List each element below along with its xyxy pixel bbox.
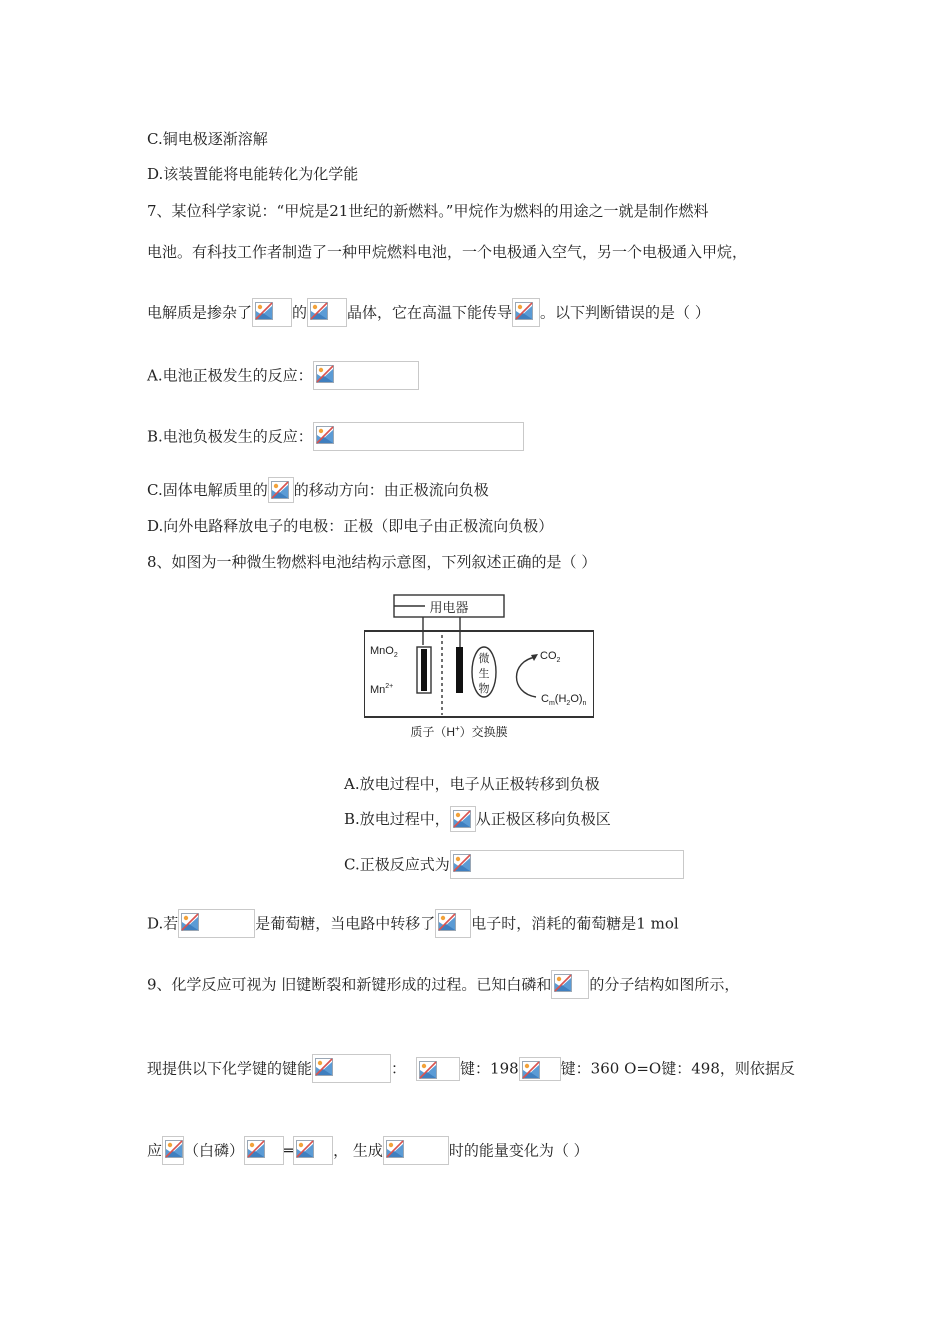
microbe-char-1: 微 [478,653,490,665]
formula-image [244,1136,284,1165]
formula-image [383,1136,449,1165]
broken-image-icon [453,810,471,828]
microbial-fuel-cell-diagram [364,589,594,744]
formula-image [293,1136,333,1165]
question-7-line-2: 电池。有科技工作者制造了一种甲烷燃料电池，一个电极通入空气，另一个电极通入甲烷， [147,243,748,261]
question-7-line-1: 7、某位科学家说：“甲烷是21世纪的新燃料。”甲烷作为燃料的用途之一就是制作燃料 [147,202,709,220]
question-8-stem: 8、如图为一种微生物燃料电池结构示意图，下列叙述正确的是（ ） [147,553,597,571]
broken-image-icon [296,1140,314,1158]
broken-image-icon [165,1140,183,1158]
broken-image-icon [247,1140,265,1158]
formula-image [178,909,255,938]
co2-label: $CO_2$ [540,650,561,664]
formula-image [450,850,684,879]
question-7-option-d: D.向外电路释放电子的电极：正极（即电子由正极流向负极） [147,517,554,535]
microbe-char-2: 生 [478,668,490,680]
formula-image [252,298,292,327]
mn2-label: $Mn^{2+}$ [370,683,394,696]
negative-electrode [456,647,463,693]
formula-image [416,1057,460,1081]
broken-image-icon [271,481,289,499]
broken-image-icon [255,302,273,320]
broken-image-icon [453,854,471,872]
option-c-line: C.铜电极逐渐溶解 [147,130,268,148]
device-label: 用电器 [429,600,469,615]
formula-image [307,298,347,327]
formula-image [162,1136,184,1165]
question-7-line-3: 电解质是掺杂了 的 晶体，它在高温下能传导 。以下判断错误的是（ ） [147,298,710,327]
question-8-option-c: C.正极反应式为 [344,850,684,879]
question-8-option-a: A.放电过程中，电子从正极转移到负极 [344,775,600,793]
question-7-option-b: B.电池负极发生的反应： [147,422,524,451]
question-8-option-d: D.若 是葡萄糖，当电路中转移了 电子时，消耗的葡萄糖是1 mol [147,909,679,938]
formula-image [435,909,471,938]
broken-image-icon [522,1061,540,1079]
question-7-option-a: A.电池正极发生的反应： [147,361,419,390]
membrane-label: 质子（H+）交换膜 [410,724,508,739]
reaction-arc [517,657,537,697]
formula-image [512,298,540,327]
microbe-char-3: 物 [478,683,490,695]
option-d-line: D.该装置能将电能转化为化学能 [147,165,359,183]
formula-image [313,422,524,451]
formula-image [519,1057,561,1081]
broken-image-icon [315,1058,333,1076]
question-9-line-1: 9、化学反应可视为 旧键断裂和新键形成的过程。已知白磷和 的分子结构如图所示， [147,970,739,999]
broken-image-icon [316,426,334,444]
broken-image-icon [438,913,456,931]
question-9-line-2: 现提供以下化学键的键能 ： 键：198 键：360 O=O键：498，则依据反 [147,1054,795,1083]
formula-image [312,1054,391,1083]
broken-image-icon [554,974,572,992]
mno2-label: MnO$_2$ [370,645,398,659]
question-9-line-3: 应 （白磷） ═ ， 生成 时的能量变化为（ ） [147,1136,589,1165]
broken-image-icon [515,302,533,320]
broken-image-icon [386,1140,404,1158]
positive-electrode [421,649,427,691]
broken-image-icon [181,913,199,931]
formula-image [551,970,589,999]
formula-image [450,806,476,832]
question-7-option-c: C.固体电解质里的 的移动方向：由正极流向负极 [147,477,489,503]
formula-image [268,477,294,503]
broken-image-icon [310,302,328,320]
question-8-option-b: B.放电过程中， 从正极区移向负极区 [344,806,611,832]
broken-image-icon [316,365,334,383]
carbohydrate-label: $C_m(H_2O)_n$ [541,693,587,707]
broken-image-icon [419,1061,437,1079]
formula-image [313,361,419,390]
